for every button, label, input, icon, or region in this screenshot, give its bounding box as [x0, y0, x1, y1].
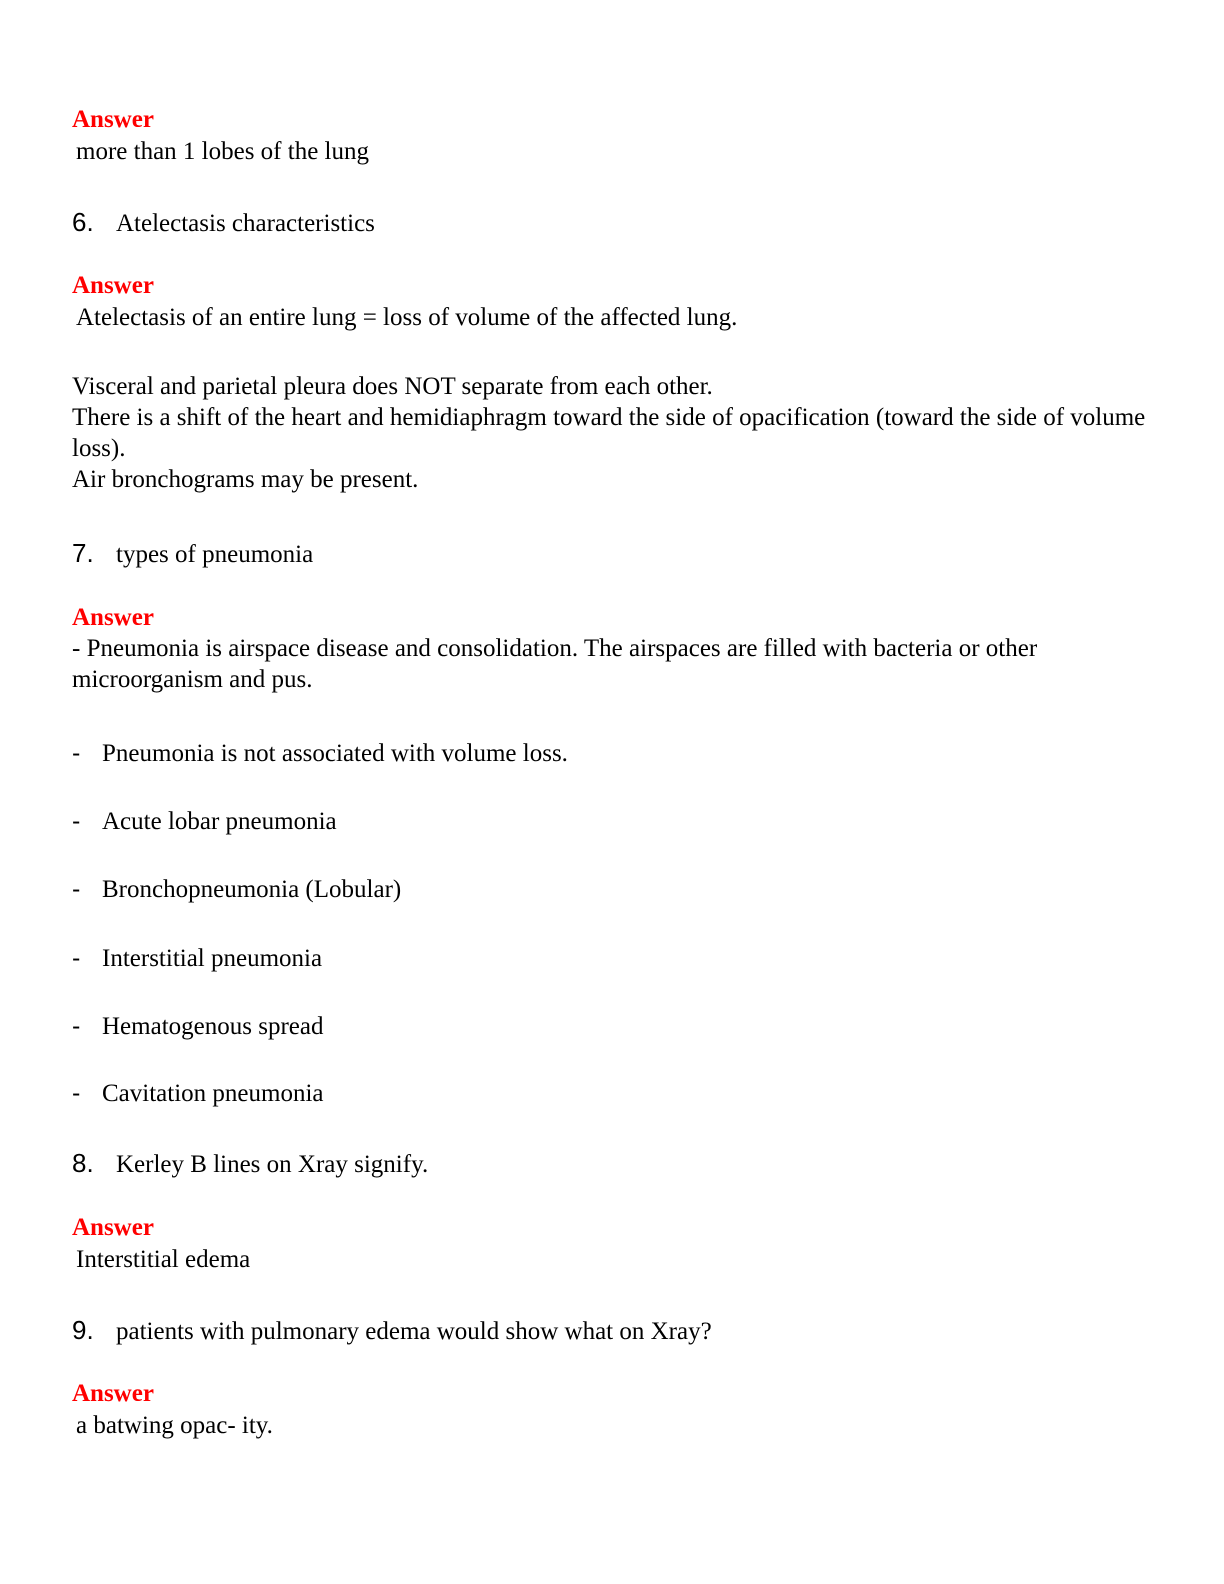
bullet-item: [72, 1010, 323, 1043]
question-number: 6.: [72, 207, 94, 237]
answer-paragraph: [72, 371, 1152, 495]
answer-label: Answer: [72, 1380, 154, 1407]
answer-label: Answer: [72, 604, 154, 631]
bullet-text: Bronchopneumonia (Lobular): [102, 876, 402, 903]
paragraph-line: There is a shift of the heart and hemidiaphragm toward the side of opacification (toward the side of volume loss).: [72, 404, 1146, 462]
question-6: [72, 206, 375, 240]
dash-marker: -: [72, 1079, 81, 1107]
bullet-text: Cavitation pneumonia: [102, 1080, 324, 1107]
question-9: [72, 1314, 712, 1348]
paragraph-line: Visceral and parietal pleura does NOT separate from each other.: [72, 373, 713, 400]
question-text: Atelectasis characteristics: [116, 210, 375, 237]
answer-text: more than 1 lobes of the lung: [76, 138, 369, 165]
dash-marker: -: [72, 875, 81, 903]
bullet-text: Hematogenous spread: [102, 1013, 324, 1040]
question-7: [72, 537, 313, 571]
paragraph-line: Air bronchograms may be present.: [72, 466, 419, 493]
dash-marker: -: [72, 944, 81, 972]
dash-marker: -: [72, 807, 81, 835]
question-number: 7.: [72, 538, 94, 568]
answer-label: Answer: [72, 1214, 154, 1241]
answer-text: Interstitial edema: [76, 1246, 251, 1273]
answer-text: Atelectasis of an entire lung = loss of volume of the affected lung.: [76, 304, 738, 331]
bullet-text: Acute lobar pneumonia: [102, 808, 337, 835]
dash-marker: -: [72, 1012, 81, 1040]
dash-marker: -: [72, 739, 81, 767]
answer-label: Answer: [72, 272, 154, 299]
bullet-item: [72, 805, 337, 838]
question-number: 9.: [72, 1315, 94, 1345]
bullet-item: [72, 1077, 323, 1110]
question-text: patients with pulmonary edema would show what on Xray?: [116, 1318, 712, 1345]
bullet-item: [72, 873, 401, 906]
bullet-item: [72, 737, 568, 770]
answer-label: Answer: [72, 106, 154, 133]
question-number: 8.: [72, 1148, 94, 1178]
answer-text: a batwing opac- ity.: [76, 1412, 273, 1439]
bullet-text: Pneumonia is not associated with volume loss.: [102, 740, 568, 767]
bullet-item: [72, 942, 322, 975]
answer-block: [72, 1212, 250, 1276]
question-text: types of pneumonia: [116, 541, 314, 568]
bullet-text: Interstitial pneumonia: [102, 945, 323, 972]
answer-block: [72, 104, 369, 168]
question-text: Kerley B lines on Xray signify.: [116, 1151, 429, 1178]
answer-block: [72, 602, 1152, 695]
answer-block: [72, 1378, 273, 1442]
answer-text: - Pneumonia is airspace disease and consolidation. The airspaces are filled with bacteria or other microorganism and pus.: [72, 635, 1038, 693]
question-8: [72, 1147, 428, 1181]
answer-block: [72, 270, 737, 334]
